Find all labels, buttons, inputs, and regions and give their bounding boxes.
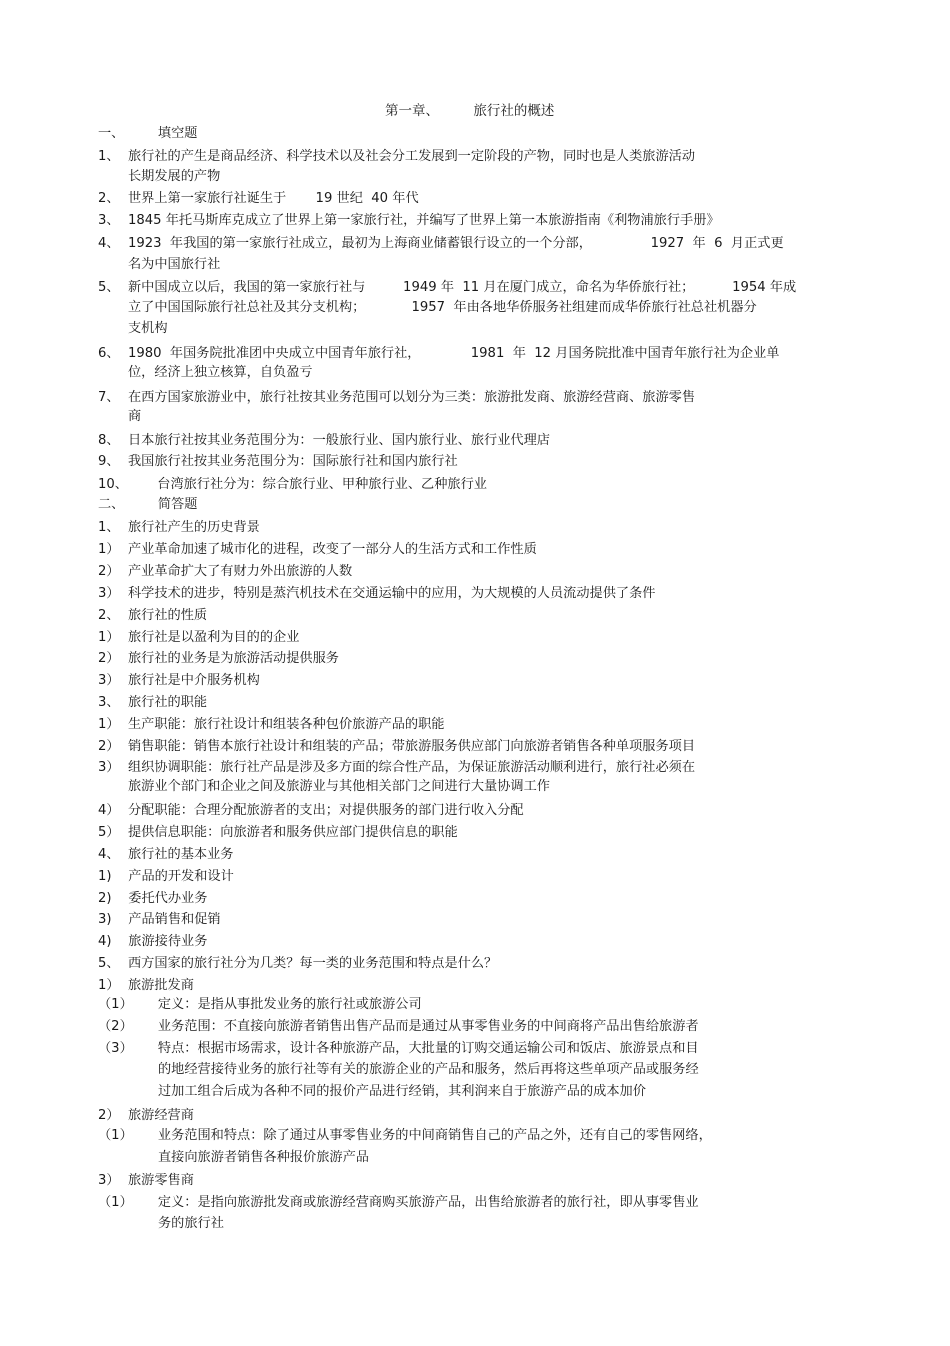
chapter-title: 第一章、 旅行社的概述 [385, 103, 555, 119]
list-item: 3） 科学技术的进步，特别是蒸汽机技术在交通运输中的应用，为大规模的人员流动提供了条件 [98, 586, 656, 601]
list-item: 10、 台湾旅行社分为：综合旅行业、甲种旅行业、乙种旅行业 [98, 477, 487, 492]
list-item: 立了中国国际旅行社总社及其分支机构； 1957 年由各地华侨服务社组建而成华侨旅行社总社机器分 [128, 300, 757, 315]
section-heading: 二、 简答题 [98, 497, 198, 512]
list-item: 4、 旅行社的基本业务 [98, 847, 234, 862]
list-item: 2) 委托代办业务 [98, 891, 208, 906]
list-item: 2） 旅游经营商 [98, 1108, 194, 1123]
list-item: 位，经济上独立核算，自负盈亏 [128, 365, 313, 380]
list-item: 5） 提供信息职能：向旅游者和服务供应部门提供信息的职能 [98, 825, 458, 840]
list-item: 2、 世界上第一家旅行社诞生于 19 世纪 40 年代 [98, 191, 419, 206]
list-item: 旅游业个部门和企业之间及旅游业与其他相关部门之间进行大量协调工作 [128, 779, 550, 794]
list-item: 5、 西方国家的旅行社分为几类？每一类的业务范围和特点是什么？ [98, 956, 498, 971]
list-item: 4) 旅游接待业务 [98, 934, 208, 949]
list-item: 商 [128, 409, 142, 424]
list-item: （1） 定义：是指从事批发业务的旅行社或旅游公司 [98, 997, 422, 1012]
list-item: 4） 分配职能：合理分配旅游者的支出；对提供服务的部门进行收入分配 [98, 803, 524, 818]
list-item: 2、 旅行社的性质 [98, 608, 208, 623]
list-item: 1、 旅行社的产生是商品经济、科学技术以及社会分工发展到一定阶段的产物，同时也是人类旅游活动 [98, 149, 696, 164]
list-item: 过加工组合后成为各种不同的报价产品进行经销，其利润来自于旅游产品的成本加价 [158, 1084, 646, 1099]
section-heading: 一、 填空题 [98, 126, 198, 141]
list-item: （2） 业务范围：不直接向旅游者销售出售产品而是通过从事零售业务的中间商将产品出售给旅游者 [98, 1019, 699, 1034]
list-item: 1) 产品的开发和设计 [98, 869, 234, 884]
list-item: 3、 旅行社的职能 [98, 695, 208, 710]
list-item: 支机构 [128, 321, 168, 336]
list-item: 8、 日本旅行社按其业务范围分为：一般旅行业、国内旅行业、旅行业代理店 [98, 433, 550, 448]
list-item: 3) 产品销售和促销 [98, 912, 221, 927]
list-item: 7、 在西方国家旅游业中，旅行社按其业务范围可以划分为三类：旅游批发商、旅游经营商、旅游零售 [98, 390, 696, 405]
list-item: 5、 新中国成立以后，我国的第一家旅行社与 1949 年 11 月在厦门成立，命名为华侨旅行社； 1954 年成 [98, 280, 797, 295]
list-item: 1） 产业革命加速了城市化的进程，改变了一部分人的生活方式和工作性质 [98, 542, 537, 557]
list-item: 6、 1980 年国务院批准团中央成立中国青年旅行社， 1981 年 12 月国务院批准中国青年旅行社为企业单 [98, 346, 780, 361]
list-item: 4、 1923 年我国的第一家旅行社成立，最初为上海商业储蓄银行设立的一个分部， 1927 年 6 月正式更 [98, 236, 784, 251]
list-item: 3） 组织协调职能：旅行社产品是涉及多方面的综合性产品，为保证旅游活动顺利进行，旅行社必须在 [98, 760, 696, 775]
list-item: 务的旅行社 [158, 1216, 224, 1231]
list-item: （1） 业务范围和特点：除了通过从事零售业务的中间商销售自己的产品之外，还有自己的零售网络， [98, 1128, 712, 1143]
list-item: 名为中国旅行社 [128, 257, 221, 272]
list-item: 的地经营接待业务的旅行社等有关的旅游企业的产品和服务，然后再将这些单项产品或服务经 [158, 1062, 699, 1077]
list-item: （1） 定义：是指向旅游批发商或旅游经营商购买旅游产品，出售给旅游者的旅行社，即从事零售业 [98, 1195, 699, 1210]
list-item: 1、 旅行社产生的历史背景 [98, 520, 260, 535]
list-item: 1） 旅行社是以盈利为目的的企业 [98, 630, 300, 645]
list-item: 1） 旅游批发商 [98, 978, 194, 993]
list-item: 长期发展的产物 [128, 169, 221, 184]
list-item: 直接向旅游者销售各种报价旅游产品 [158, 1150, 369, 1165]
list-item: 3、 1845 年托马斯库克成立了世界上第一家旅行社，并编写了世界上第一本旅游指南《利物浦旅行手册》 [98, 213, 720, 228]
list-item: 2） 旅行社的业务是为旅游活动提供服务 [98, 651, 339, 666]
list-item: 2） 销售职能：销售本旅行社设计和组装的产品；带旅游服务供应部门向旅游者销售各种单项服务项目 [98, 739, 696, 754]
list-item: 1） 生产职能：旅行社设计和组装各种包价旅游产品的职能 [98, 717, 445, 732]
list-item: （3） 特点：根据市场需求，设计各种旅游产品，大批量的订购交通运输公司和饭店、旅游景点和目 [98, 1041, 699, 1056]
list-item: 3） 旅游零售商 [98, 1173, 194, 1188]
list-item: 9、 我国旅行社按其业务范围分为：国际旅行社和国内旅行社 [98, 454, 458, 469]
list-item: 2） 产业革命扩大了有财力外出旅游的人数 [98, 564, 353, 579]
list-item: 3） 旅行社是中介服务机构 [98, 673, 260, 688]
